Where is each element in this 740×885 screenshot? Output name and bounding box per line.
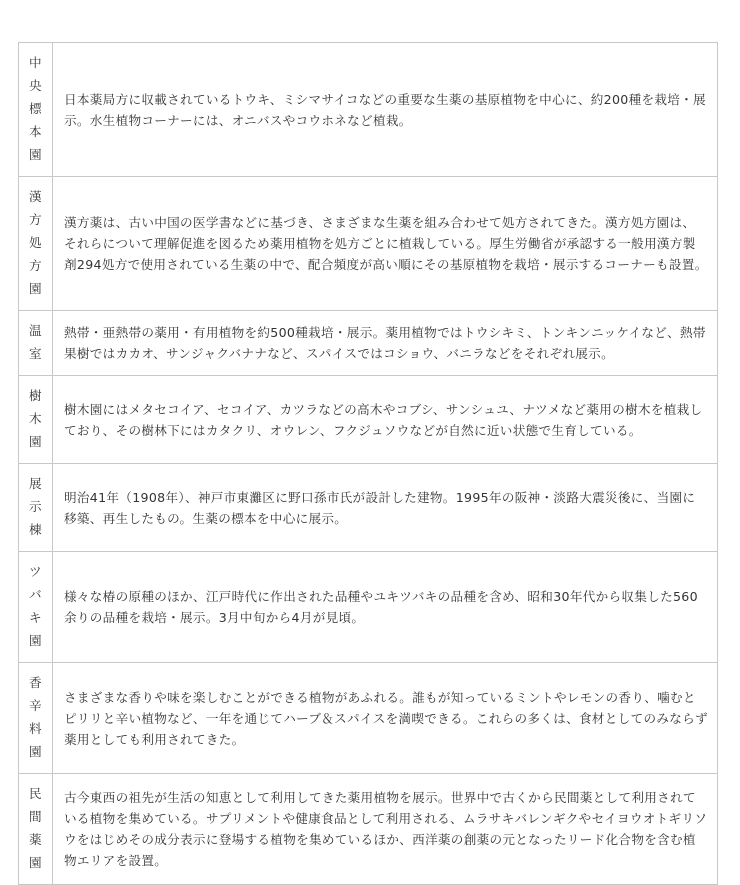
garden-name-cell [19, 177, 53, 311]
garden-description: さまざまな香りや味を楽しむことができる植物があふれる。誰もが知っているミントやレモンの香り、噛むとピリリと辛い植物など、一年を通じてハーブ＆スパイスを満喫できる。これらの多くは、食材としてのみならず薬用としても利用されてきた。 [64, 689, 708, 747]
garden-name: ツバキ園 [29, 564, 42, 648]
table-row [19, 311, 718, 376]
table-row [19, 376, 718, 464]
garden-description: 明治41年（1908年）、神戸市東灘区に野口孫市氏が設計した建物。1995年の阪神・淡路大震災後に、当園に移築、再生したもの。生薬の標本を中心に展示。 [64, 489, 696, 526]
garden-name: 樹木園 [29, 388, 42, 449]
garden-description-cell [53, 464, 718, 552]
garden-description: 様々な椿の原種のほか、江戸時代に作出された品種やユキツバキの品種を含め、昭和30年代から収集した560余りの品種を栽培・展示。3月中旬から4月が見頃。 [64, 589, 698, 625]
garden-table [18, 42, 718, 885]
garden-description-cell [53, 376, 718, 464]
table-row [19, 774, 718, 885]
table-row [19, 552, 718, 663]
garden-name-cell [19, 464, 53, 552]
garden-name: 中央標本園 [29, 55, 42, 162]
garden-description-cell [53, 177, 718, 311]
garden-name: 展示棟 [29, 476, 42, 537]
garden-description-cell [53, 43, 718, 177]
garden-name-cell [19, 663, 53, 774]
garden-description-cell [53, 663, 718, 774]
garden-description-cell [53, 552, 718, 663]
garden-name-cell [19, 311, 53, 376]
garden-name: 漢方処方園 [29, 189, 42, 296]
garden-description: 樹木園にはメタセコイア、セコイア、カツラなどの高木やコブシ、サンシュユ、ナツメなど薬用の樹木を植栽しており、その樹林下にはカタクリ、オウレン、フクジュソウなどが自然に近い状態で生育している。 [64, 401, 703, 438]
garden-name: 温室 [29, 323, 42, 361]
table-row [19, 464, 718, 552]
garden-description: 漢方薬は、古い中国の医学書などに基づき、さまざまな生薬を組み合わせて処方されてきた。漢方処方園は、それらについて理解促進を図るため薬用植物を処方ごとに植栽している。厚生労働省が承認する一般用漢方製剤294処方で使用されている生薬の中で、配合頻度が高い順にその基原植物を栽培・展示するコーナーも設置。 [64, 215, 708, 272]
garden-name-cell [19, 552, 53, 663]
garden-description-cell [53, 774, 718, 885]
garden-name-cell [19, 43, 53, 177]
garden-name-cell [19, 774, 53, 885]
table-row [19, 43, 718, 177]
garden-description-cell [53, 311, 718, 376]
garden-name: 民間薬園 [29, 786, 42, 870]
garden-description: 熱帯・亜熱帯の薬用・有用植物を約500種栽培・展示。薬用植物ではトウシキミ、トンキンニッケイなど、熱帯果樹ではカカオ、サンジャクバナナなど、スパイスではコショウ、バニラなどをそれぞれ展示。 [64, 325, 706, 361]
table-row [19, 177, 718, 311]
garden-description: 日本薬局方に収載されているトウキ、ミシマサイコなどの重要な生薬の基原植物を中心に、約200種を栽培・展示。水生植物コーナーには、オニバスやコウホネなど植栽。 [64, 91, 706, 128]
garden-name-cell [19, 376, 53, 464]
garden-name: 香辛料園 [29, 675, 42, 759]
garden-description: 古今東西の祖先が生活の知恵として利用してきた薬用植物を展示。世界中で古くから民間薬として利用されている植物を集めている。サプリメントや健康食品として利用される、ムラサキバレンギクやセイヨウオトギリソウをはじめその成分表示に登場する植物を集めているほか、西洋薬の創薬の元となったリード化合物を含む植物エリアを設置。 [64, 790, 708, 868]
table-row [19, 663, 718, 774]
